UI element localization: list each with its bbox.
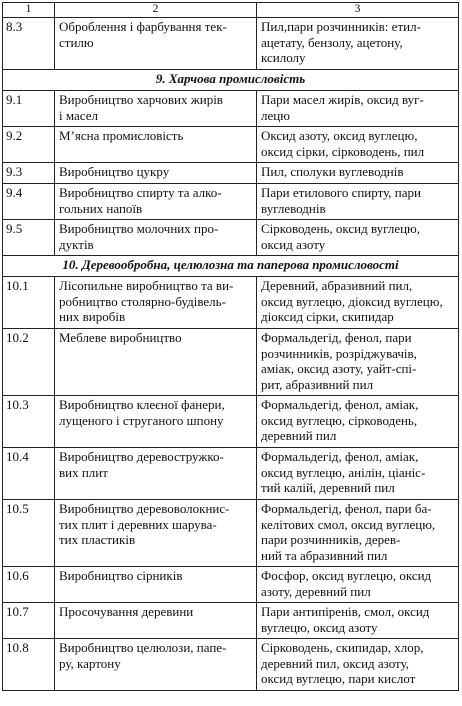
pollutants-cell: Деревний, абразивний пил, оксид вуглецю, діоксид вуглецю, діоксид сірки, скипидар xyxy=(257,277,459,329)
table-row xyxy=(3,329,459,396)
row-number: 10.2 xyxy=(3,329,55,396)
production-type: Виробництво цукру xyxy=(55,163,257,184)
table-row xyxy=(3,184,459,220)
row-number: 9.4 xyxy=(3,184,55,220)
row-number: 9.1 xyxy=(3,91,55,127)
production-type: Просочування деревини xyxy=(55,603,257,639)
row-number: 10.1 xyxy=(3,277,55,329)
pollutants-cell: Формальдегід, фенол, аміак, оксид вуглецю, анілін, ціаніс- тий калій, деревний пил xyxy=(257,448,459,500)
row-number: 8.3 xyxy=(3,18,55,70)
table-row xyxy=(3,220,459,256)
column-header-3: 3 xyxy=(257,3,459,18)
production-type: Виробництво деревоволокнис- тих плит і деревних шарува- тих пластиків xyxy=(55,500,257,567)
section-title: 10. Деревообробна, целюлозна та паперова промисловості xyxy=(3,256,459,277)
production-type: Виробництво сірників xyxy=(55,567,257,603)
production-type: Виробництво целюлози, папе- ру, картону xyxy=(55,639,257,691)
row-number: 10.8 xyxy=(3,639,55,691)
row-number: 10.5 xyxy=(3,500,55,567)
pollutants-cell: Фосфор, оксид вуглецю, оксид азоту, деревний пил xyxy=(257,567,459,603)
table-row xyxy=(3,500,459,567)
pollutants-cell: Формальдегід, фенол, пари розчинників, розріджувачів, аміак, оксид азоту, уайт-спі- рит, абразивний пил xyxy=(257,329,459,396)
table-row xyxy=(3,277,459,329)
table-row xyxy=(3,639,459,691)
table-row xyxy=(3,18,459,70)
production-type: Виробництво харчових жирів і масел xyxy=(55,91,257,127)
table-row xyxy=(3,448,459,500)
column-header-row xyxy=(3,3,459,18)
column-header-1: 1 xyxy=(3,3,55,18)
pollutants-cell: Оксид азоту, оксид вуглецю, оксид сірки, сірководень, пил xyxy=(257,127,459,163)
production-type: Виробництво молочних про- дуктів xyxy=(55,220,257,256)
table-row xyxy=(3,127,459,163)
row-number: 10.4 xyxy=(3,448,55,500)
production-type: Лісопильне виробництво та ви- робництво столярно-будівель- них виробів xyxy=(55,277,257,329)
table-row xyxy=(3,396,459,448)
row-number: 9.3 xyxy=(3,163,55,184)
row-number: 10.7 xyxy=(3,603,55,639)
pollutants-cell: Пари антипіренів, смол, оксид вуглецю, оксид азоту xyxy=(257,603,459,639)
pollutants-cell: Сірководень, скипидар, хлор, деревний пил, оксид азоту, оксид вуглецю, пари кислот xyxy=(257,639,459,691)
production-type: Виробництво спирту та алко- гольних напоїв xyxy=(55,184,257,220)
production-type: Оброблення і фарбування тек- стилю xyxy=(55,18,257,70)
pollutants-cell: Формальдегід, фенол, пари ба- келітових смол, оксид вуглецю, пари розчинників, дерев- ний та абразивний пил xyxy=(257,500,459,567)
pollutants-cell: Пари етилового спирту, пари вуглеводнів xyxy=(257,184,459,220)
pollutants-cell: Пари масел жирів, оксид вуг- лецю xyxy=(257,91,459,127)
pollutants-cell: Пил,пари розчинників: етил- ацетату, бензолу, ацетону, ксилолу xyxy=(257,18,459,70)
row-number: 10.6 xyxy=(3,567,55,603)
pollution-table xyxy=(2,2,459,691)
table-row xyxy=(3,567,459,603)
table-row xyxy=(3,91,459,127)
section-header-row xyxy=(3,256,459,277)
section-title: 9. Харчова промисловість xyxy=(3,70,459,91)
table-row xyxy=(3,603,459,639)
row-number: 9.2 xyxy=(3,127,55,163)
table-row xyxy=(3,163,459,184)
table-body xyxy=(3,3,459,691)
pollutants-cell: Формальдегід, фенол, аміак, оксид вуглецю, сірководень, деревний пил xyxy=(257,396,459,448)
section-header-row xyxy=(3,70,459,91)
row-number: 9.5 xyxy=(3,220,55,256)
pollutants-cell: Сірководень, оксид вуглецю, оксид азоту xyxy=(257,220,459,256)
column-header-2: 2 xyxy=(55,3,257,18)
production-type: Меблеве виробництво xyxy=(55,329,257,396)
row-number: 10.3 xyxy=(3,396,55,448)
pollutants-cell: Пил, сполуки вуглеводнів xyxy=(257,163,459,184)
production-type: М’ясна промисловість xyxy=(55,127,257,163)
production-type: Виробництво деревостружко- вих плит xyxy=(55,448,257,500)
production-type: Виробництво клеєної фанери, лущеного і струганого шпону xyxy=(55,396,257,448)
